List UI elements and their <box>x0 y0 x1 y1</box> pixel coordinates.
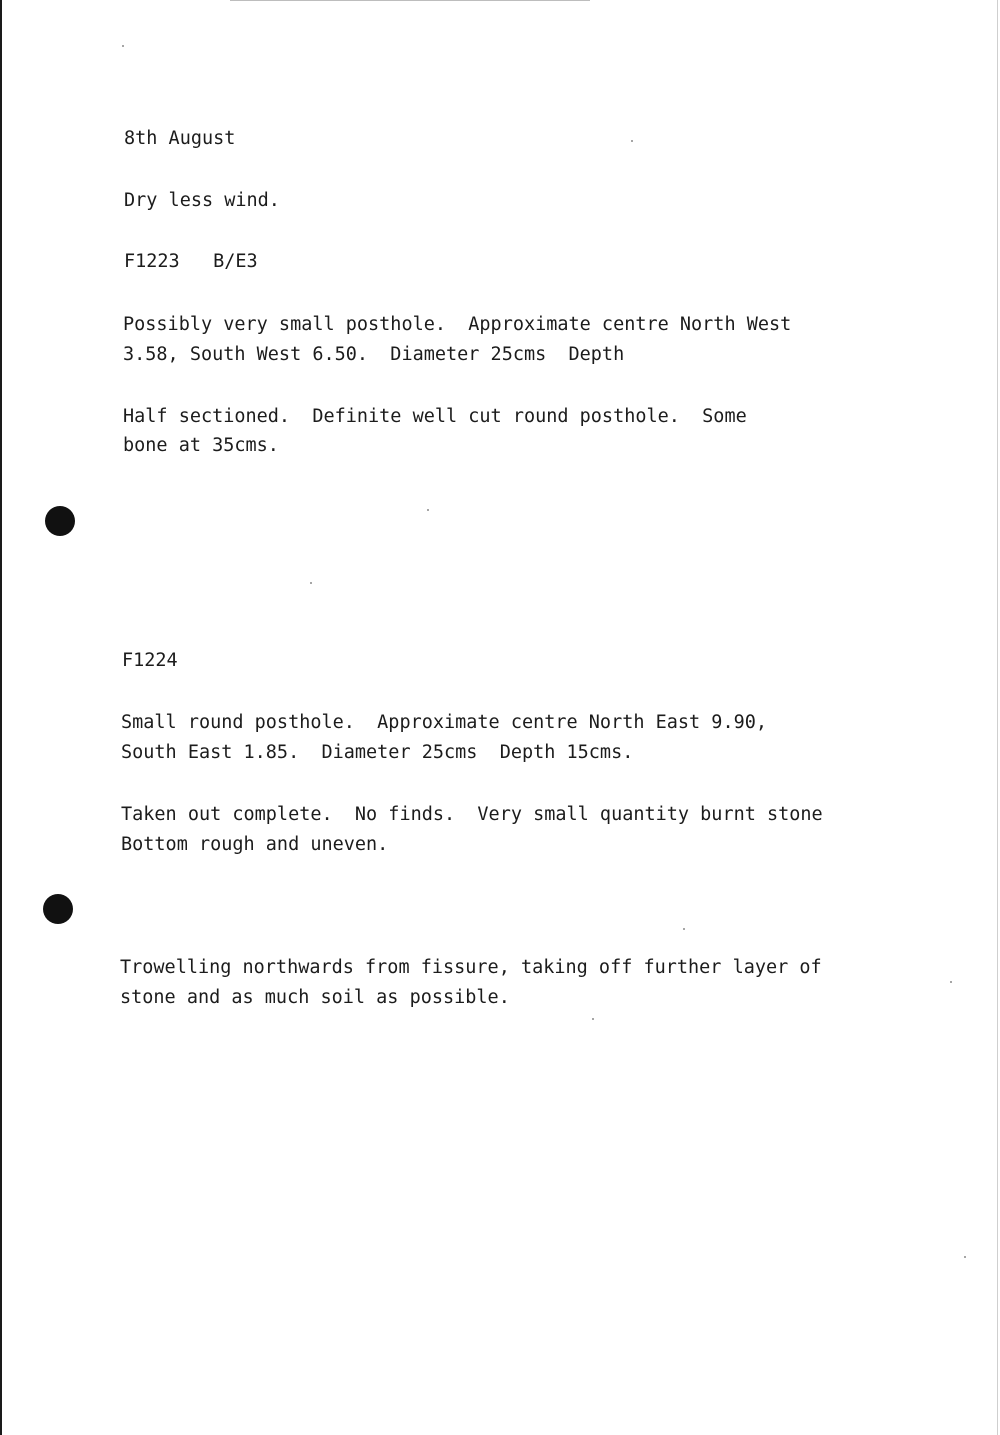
feature-2-description-line-1: Small round posthole. Approximate centre North East 9.90, <box>121 712 768 733</box>
scan-speck <box>964 1256 966 1258</box>
scan-speck <box>631 140 633 142</box>
feature-1-notes-line-2: bone at 35cms. <box>123 435 279 456</box>
feature-1-notes-line-1: Half sectioned. Definite well cut round posthole. Some <box>123 406 747 427</box>
feature-1-description-line-2: 3.58, South West 6.50. Diameter 25cms Depth <box>123 344 625 365</box>
entry-date: 8th August <box>124 128 236 149</box>
page-left-edge <box>0 0 2 1435</box>
feature-2-notes-line-2: Bottom rough and uneven. <box>121 834 389 855</box>
closing-note-line-1: Trowelling northwards from fissure, taking off further layer of <box>120 957 822 978</box>
scan-speck <box>950 981 952 983</box>
feature-2-notes-line-1: Taken out complete. No finds. Very small quantity burnt stone <box>121 804 823 825</box>
scan-speck <box>122 45 124 47</box>
punch-hole-upper <box>45 506 75 536</box>
scan-speck <box>683 928 685 930</box>
weather-note: Dry less wind. <box>124 190 280 211</box>
feature-1-heading: F1223 B/E3 <box>124 251 258 272</box>
feature-2-description-line-2: South East 1.85. Diameter 25cms Depth 15cms. <box>121 742 634 763</box>
punch-hole-lower <box>43 894 73 924</box>
scan-speck <box>592 1018 594 1020</box>
page-right-edge <box>997 0 998 1435</box>
feature-1-description-line-1: Possibly very small posthole. Approximate centre North West <box>123 314 792 335</box>
feature-2-heading: F1224 <box>122 650 178 671</box>
scan-speck <box>427 509 429 511</box>
page-top-edge <box>230 0 590 1</box>
closing-note-line-2: stone and as much soil as possible. <box>120 987 510 1008</box>
scan-speck <box>310 582 312 584</box>
